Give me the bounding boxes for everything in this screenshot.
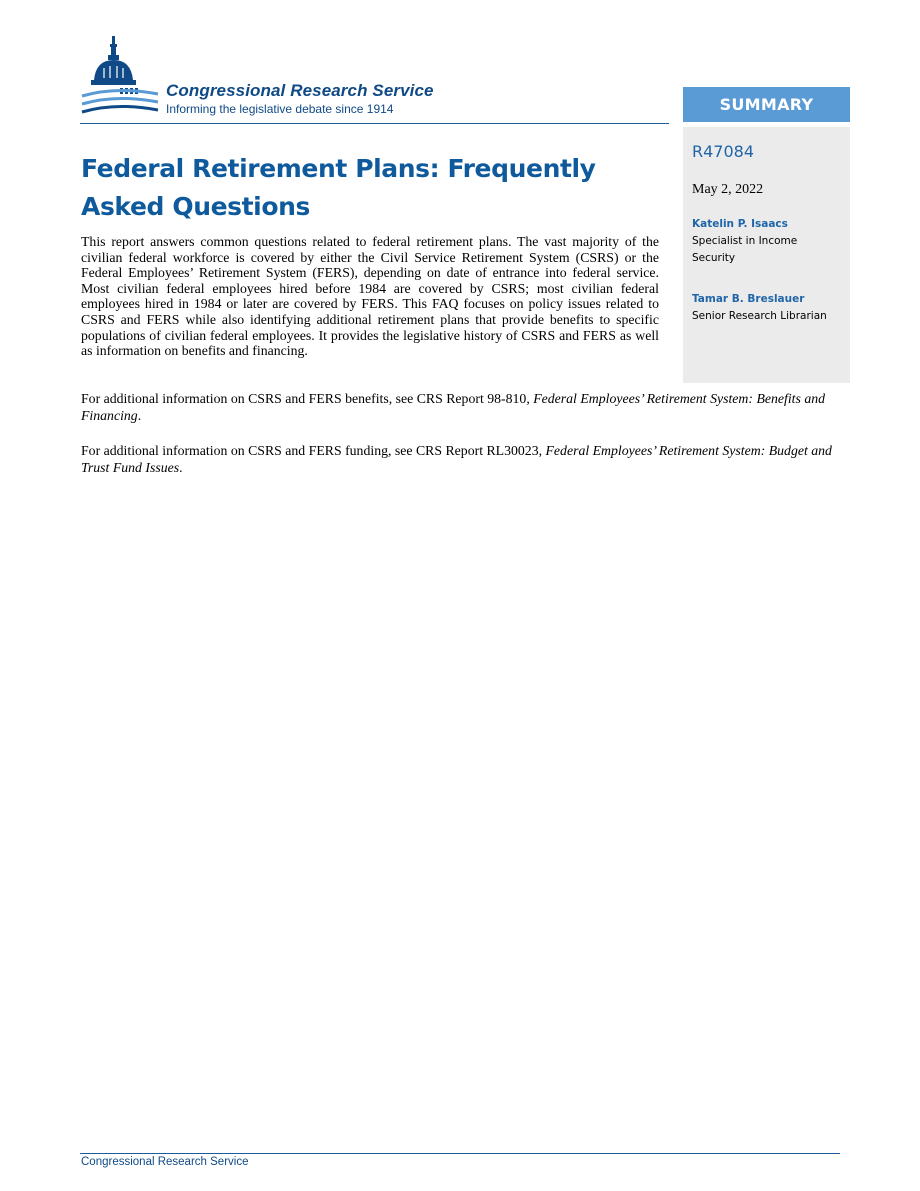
reference-lead: For additional information on CSRS and FERS funding, see CRS Report RL30023, [81,443,546,458]
org-name: Congressional Research Service [166,81,434,100]
footer-divider [80,1153,840,1154]
reference-end: . [137,408,142,423]
org-tagline: Informing the legislative debate since 1914 [166,102,394,116]
header-divider [80,123,669,124]
capitol-dome-icon [80,34,162,120]
report-citation: Federal Employees’ Retirement System: Budget and Trust Fund Issues [81,443,832,475]
reference-paragraph [81,390,841,424]
author-title: Specialist in Income Security [692,235,798,264]
report-citation: Federal Employees’ Retirement System: Benefits and Financing [81,391,826,423]
reference-paragraph [81,442,841,476]
report-date: May 2, 2022 [692,182,764,197]
author-name: Katelin P. Isaacs [692,218,788,230]
summary-paragraph: This report answers common questions related to federal retirement plans. The vast majority of the civilian federal workforce is covered by either the Civil Service Retirement System (CSRS) or the Federal Employees’ Retirement System (FERS), depending on date of entrance into federal service. Most civilian federal employees hired before 1984 are covered by CSRS; most civilian federal employees hired in 1984 or later are covered by FERS. This FAQ focuses on policy issues related to CSRS and FERS while also identifying additional retirement plans that provide benefits to specific populations of civilian federal employees. It provides the legislative history of CSRS and FERS as well as information on benefits and financing. [81,234,659,359]
summary-banner: SUMMARY [683,87,850,122]
author-title: Senior Research Librarian [692,310,827,322]
author-name: Tamar B. Breslauer [692,293,805,305]
document-title: Federal Retirement Plans: Frequently Asked Questions [81,154,596,221]
report-number: R47084 [692,142,755,161]
footer-org-name: Congressional Research Service [81,1156,249,1168]
reference-end: . [179,460,183,475]
reference-lead: For additional information on CSRS and FERS benefits, see CRS Report 98-810, [81,391,534,406]
